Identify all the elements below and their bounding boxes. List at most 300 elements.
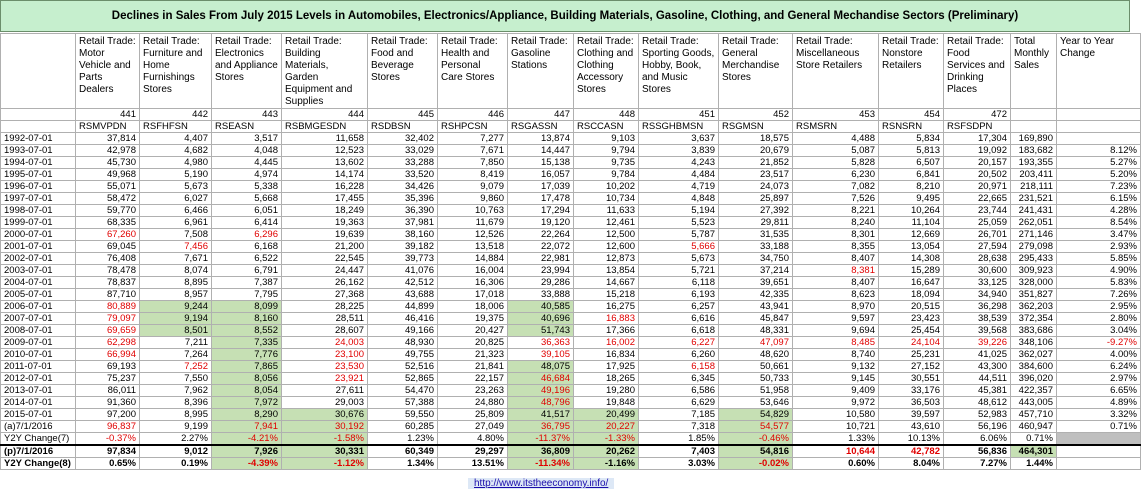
table-cell: 12,669: [879, 229, 944, 241]
table-cell: 32,402: [368, 133, 438, 145]
table-cell: 36,503: [879, 397, 944, 409]
table-cell: 44,899: [368, 301, 438, 313]
table-cell: 8.04%: [879, 458, 944, 470]
table-cell: 5,523: [639, 217, 719, 229]
code-corner: [1, 109, 76, 121]
table-cell: 25,454: [879, 325, 944, 337]
table-cell: 8,054: [212, 385, 282, 397]
table-cell: 8,970: [793, 301, 879, 313]
row-label: (a)7/1/2016: [1, 421, 76, 433]
table-cell: 91,360: [76, 397, 140, 409]
column-header: Retail Trade: Gasoline Stations: [508, 34, 574, 109]
table-cell: 443,005: [1011, 397, 1057, 409]
table-cell: 38,160: [368, 229, 438, 241]
header-row: [1, 34, 1141, 109]
table-cell: 4,848: [639, 193, 719, 205]
table-cell: 7,526: [793, 193, 879, 205]
table-cell: 8,240: [793, 217, 879, 229]
table-cell: 9,079: [438, 181, 508, 193]
table-cell: 384,600: [1011, 361, 1057, 373]
table-cell: 51,743: [508, 325, 574, 337]
row-label: 2003-07-01: [1, 265, 76, 277]
table-cell: 6,414: [212, 217, 282, 229]
table-cell: 24,104: [879, 337, 944, 349]
table-cell: 16,834: [574, 349, 639, 361]
column-symbol: RSFSDPN: [944, 121, 1011, 133]
table-cell: [1057, 458, 1141, 470]
table-cell: 14,884: [438, 253, 508, 265]
source-link[interactable]: http://www.itstheeconomy.info/: [468, 478, 614, 489]
table-cell: 1.85%: [639, 433, 719, 446]
table-cell: 37,814: [76, 133, 140, 145]
table-cell: 40,696: [508, 313, 574, 325]
table-cell: 169,890: [1011, 133, 1057, 145]
table-cell: 9,694: [793, 325, 879, 337]
row-label: 2005-07-01: [1, 289, 76, 301]
table-cell: 6,586: [639, 385, 719, 397]
table-cell: 4,407: [140, 133, 212, 145]
table-cell: 97,834: [76, 445, 140, 458]
row-label: 2007-07-01: [1, 313, 76, 325]
table-cell: 47,097: [719, 337, 793, 349]
table-cell: 48,075: [508, 361, 574, 373]
table-row: [1, 349, 1141, 361]
column-symbol: RSDBSN: [368, 121, 438, 133]
table-cell: 7,795: [212, 289, 282, 301]
table-cell: 16,057: [508, 169, 574, 181]
table-cell: 372,354: [1011, 313, 1057, 325]
table-row: [1, 193, 1141, 205]
table-cell: 8.54%: [1057, 217, 1141, 229]
table-cell: 27,392: [719, 205, 793, 217]
row-label: 1992-07-01: [1, 133, 76, 145]
table-cell: 18,575: [719, 133, 793, 145]
column-header: Retail Trade: Sporting Goods, Hobby, Book, and Music Stores: [639, 34, 719, 109]
table-cell: 33,029: [368, 145, 438, 157]
table-cell: 55,071: [76, 181, 140, 193]
table-cell: 15,218: [574, 289, 639, 301]
table-row: [1, 241, 1141, 253]
table-cell: 78,837: [76, 277, 140, 289]
table-cell: 80,889: [76, 301, 140, 313]
table-cell: 231,521: [1011, 193, 1057, 205]
table-row: [1, 289, 1141, 301]
table-cell: -0.02%: [719, 458, 793, 470]
row-label: 2009-07-01: [1, 337, 76, 349]
table-cell: 36,795: [508, 421, 574, 433]
table-cell: 279,098: [1011, 241, 1057, 253]
table-cell: -1.58%: [282, 433, 368, 446]
table-cell: 6,230: [793, 169, 879, 181]
table-cell: 48,612: [944, 397, 1011, 409]
table-cell: 12,526: [438, 229, 508, 241]
table-cell: 17,039: [508, 181, 574, 193]
table-row: [1, 277, 1141, 289]
table-cell: 12,523: [282, 145, 368, 157]
table-cell: 19,120: [508, 217, 574, 229]
table-cell: 7,865: [212, 361, 282, 373]
table-cell: 27,611: [282, 385, 368, 397]
table-cell: 24,073: [719, 181, 793, 193]
table-cell: 22,981: [508, 253, 574, 265]
table-cell: 30,551: [879, 373, 944, 385]
table-cell: 18,249: [282, 205, 368, 217]
table-cell: 6,118: [639, 277, 719, 289]
table-cell: 6,168: [212, 241, 282, 253]
table-cell: 25,059: [944, 217, 1011, 229]
column-header: Retail Trade: Health and Personal Care Stores: [438, 34, 508, 109]
table-cell: 42,512: [368, 277, 438, 289]
table-cell: 8,160: [212, 313, 282, 325]
table-row: [1, 301, 1141, 313]
row-label: 2010-07-01: [1, 349, 76, 361]
table-cell: 7,185: [639, 409, 719, 421]
column-code: 452: [719, 109, 793, 121]
row-label: 1998-07-01: [1, 205, 76, 217]
table-cell: 8,221: [793, 205, 879, 217]
column-code: [1057, 109, 1141, 121]
table-row: [1, 397, 1141, 409]
table-cell: 56,196: [944, 421, 1011, 433]
table-cell: 6,051: [212, 205, 282, 217]
table-cell: 76,408: [76, 253, 140, 265]
table-cell: 7,456: [140, 241, 212, 253]
table-row: [1, 181, 1141, 193]
table-cell: 35,396: [368, 193, 438, 205]
column-header: Retail Trade: Nonstore Retailers: [879, 34, 944, 109]
table-cell: 39,773: [368, 253, 438, 265]
table-cell: 17,304: [944, 133, 1011, 145]
table-cell: 7,387: [212, 277, 282, 289]
column-header: Retail Trade: Electronics and Appliance Stores: [212, 34, 282, 109]
table-cell: 396,020: [1011, 373, 1057, 385]
table-cell: 66,994: [76, 349, 140, 361]
table-cell: 41,025: [944, 349, 1011, 361]
table-cell: 54,816: [719, 445, 793, 458]
row-label: Y2Y Change(8): [1, 458, 76, 470]
table-cell: 36,298: [944, 301, 1011, 313]
row-label: 2011-07-01: [1, 361, 76, 373]
table-cell: 1.33%: [793, 433, 879, 446]
table-cell: 5,673: [140, 181, 212, 193]
column-code: 451: [639, 109, 719, 121]
table-cell: 6,961: [140, 217, 212, 229]
table-cell: 7,671: [438, 145, 508, 157]
table-cell: 3.03%: [639, 458, 719, 470]
table-cell: 14,308: [879, 253, 944, 265]
table-cell: 295,433: [1011, 253, 1057, 265]
table-cell: 4,484: [639, 169, 719, 181]
table-cell: 36,390: [368, 205, 438, 217]
table-row: [1, 313, 1141, 325]
table-cell: 6.65%: [1057, 385, 1141, 397]
table-cell: 16,275: [574, 301, 639, 313]
table-cell: 18,006: [438, 301, 508, 313]
table-cell: 6,345: [639, 373, 719, 385]
table-cell: 183,682: [1011, 145, 1057, 157]
row-label: 1993-07-01: [1, 145, 76, 157]
table-cell: 9,199: [140, 421, 212, 433]
table-cell: 8,396: [140, 397, 212, 409]
table-cell: 59,550: [368, 409, 438, 421]
table-cell: 54,470: [368, 385, 438, 397]
table-cell: 4.28%: [1057, 205, 1141, 217]
table-cell: 49,196: [508, 385, 574, 397]
table-cell: 5,338: [212, 181, 282, 193]
table-cell: 362,203: [1011, 301, 1057, 313]
row-label: 2015-07-01: [1, 409, 76, 421]
table-cell: 6,466: [140, 205, 212, 217]
table-row: [1, 205, 1141, 217]
table-row: [1, 458, 1141, 470]
table-row: [1, 133, 1141, 145]
table-cell: 96,837: [76, 421, 140, 433]
table-cell: 5,194: [639, 205, 719, 217]
table-cell: 54,829: [719, 409, 793, 421]
table-cell: 2.95%: [1057, 301, 1141, 313]
table-cell: 7,403: [639, 445, 719, 458]
column-symbol: RSCCASN: [574, 121, 639, 133]
table-cell: 6,522: [212, 253, 282, 265]
table-cell: 362,027: [1011, 349, 1057, 361]
table-cell: 30,331: [282, 445, 368, 458]
table-cell: 36,809: [508, 445, 574, 458]
column-symbol: RSNSRN: [879, 121, 944, 133]
table-cell: -1.12%: [282, 458, 368, 470]
table-cell: 79,097: [76, 313, 140, 325]
table-cell: 16,306: [438, 277, 508, 289]
table-cell: 43,610: [879, 421, 944, 433]
table-cell: 7,252: [140, 361, 212, 373]
table-cell: 6,616: [639, 313, 719, 325]
table-cell: 5,828: [793, 157, 879, 169]
table-cell: 13,602: [282, 157, 368, 169]
table-cell: 5,668: [212, 193, 282, 205]
row-label: 2002-07-01: [1, 253, 76, 265]
table-cell: 20,427: [438, 325, 508, 337]
row-label: 2008-07-01: [1, 325, 76, 337]
table-cell: 7.23%: [1057, 181, 1141, 193]
column-header: Total Monthly Sales: [1011, 34, 1057, 109]
table-cell: 4,974: [212, 169, 282, 181]
table-cell: 20,157: [944, 157, 1011, 169]
table-cell: 5,087: [793, 145, 879, 157]
table-cell: 203,411: [1011, 169, 1057, 181]
table-cell: 0.65%: [76, 458, 140, 470]
table-cell: -1.16%: [574, 458, 639, 470]
table-cell: 17,366: [574, 325, 639, 337]
column-code: 442: [140, 109, 212, 121]
table-cell: 43,941: [719, 301, 793, 313]
table-cell: 9,409: [793, 385, 879, 397]
table-cell: 45,847: [719, 313, 793, 325]
table-cell: 19,375: [438, 313, 508, 325]
table-cell: 20,971: [944, 181, 1011, 193]
table-cell: 39,651: [719, 277, 793, 289]
table-cell: 12,873: [574, 253, 639, 265]
table-cell: 16,228: [282, 181, 368, 193]
table-cell: 9,972: [793, 397, 879, 409]
table-row: [1, 445, 1141, 458]
table-cell: 1.34%: [368, 458, 438, 470]
table-cell: 12,500: [574, 229, 639, 241]
table-cell: 19,848: [574, 397, 639, 409]
column-symbol: RSBMGESDN: [282, 121, 368, 133]
table-cell: 7,962: [140, 385, 212, 397]
table-cell: 15,138: [508, 157, 574, 169]
table-cell: 3.04%: [1057, 325, 1141, 337]
table-cell: 0.71%: [1057, 421, 1141, 433]
table-row: [1, 373, 1141, 385]
table-cell: 4,488: [793, 133, 879, 145]
table-cell: 34,940: [944, 289, 1011, 301]
column-symbol: RSGASSN: [508, 121, 574, 133]
table-cell: 11,679: [438, 217, 508, 229]
table-row: [1, 409, 1141, 421]
table-cell: 10.13%: [879, 433, 944, 446]
table-cell: 45,730: [76, 157, 140, 169]
table-cell: 2.93%: [1057, 241, 1141, 253]
table-cell: 60,349: [368, 445, 438, 458]
table-cell: 23,100: [282, 349, 368, 361]
table-cell: 59,770: [76, 205, 140, 217]
column-code: 444: [282, 109, 368, 121]
table-cell: 30,600: [944, 265, 1011, 277]
table-cell: 4.90%: [1057, 265, 1141, 277]
table-cell: 13,854: [574, 265, 639, 277]
table-cell: 39,226: [944, 337, 1011, 349]
table-cell: 9,735: [574, 157, 639, 169]
column-header: Retail Trade: General Merchandise Stores: [719, 34, 793, 109]
table-cell: 75,237: [76, 373, 140, 385]
table-cell: 27,049: [438, 421, 508, 433]
table-cell: 4.89%: [1057, 397, 1141, 409]
table-cell: 8,381: [793, 265, 879, 277]
table-cell: 27,594: [944, 241, 1011, 253]
table-cell: 97,200: [76, 409, 140, 421]
table-cell: 8,740: [793, 349, 879, 361]
table-row: [1, 433, 1141, 446]
table-cell: -4.21%: [212, 433, 282, 446]
row-label: 1995-07-01: [1, 169, 76, 181]
table-cell: 54,577: [719, 421, 793, 433]
page-title: Declines in Sales From July 2015 Levels in Automobiles, Electronics/Appliance, Building Materials, Gasoline, Clothing, and General Mechandise Sectors (Preliminary): [0, 0, 1130, 32]
table-cell: 6,158: [639, 361, 719, 373]
table-cell: [1057, 433, 1141, 446]
row-label: 1996-07-01: [1, 181, 76, 193]
table-cell: 9,597: [793, 313, 879, 325]
table-cell: 8,407: [793, 277, 879, 289]
table-cell: 20,515: [879, 301, 944, 313]
table-cell: 19,363: [282, 217, 368, 229]
table-cell: 29,297: [438, 445, 508, 458]
table-cell: 46,684: [508, 373, 574, 385]
table-cell: 5.85%: [1057, 253, 1141, 265]
table-cell: 40,585: [508, 301, 574, 313]
table-cell: 41,076: [368, 265, 438, 277]
table-cell: 43,688: [368, 289, 438, 301]
table-cell: 21,852: [719, 157, 793, 169]
table-cell: 41,517: [508, 409, 574, 421]
table-cell: 309,923: [1011, 265, 1057, 277]
table-cell: 69,193: [76, 361, 140, 373]
table-cell: 14,174: [282, 169, 368, 181]
table-cell: 30,676: [282, 409, 368, 421]
column-symbol: RSEASN: [212, 121, 282, 133]
table-cell: 7.27%: [944, 458, 1011, 470]
table-cell: 8,210: [879, 181, 944, 193]
table-cell: 9,784: [574, 169, 639, 181]
table-cell: 39,597: [879, 409, 944, 421]
column-symbol: [1011, 121, 1057, 133]
table-cell: 7,972: [212, 397, 282, 409]
table-cell: 5.27%: [1057, 157, 1141, 169]
table-cell: 8,056: [212, 373, 282, 385]
table-cell: 7,508: [140, 229, 212, 241]
column-header: Retail Trade: Furniture and Home Furnishings Stores: [140, 34, 212, 109]
table-cell: 422,357: [1011, 385, 1057, 397]
row-label: 2013-07-01: [1, 385, 76, 397]
table-cell: 6,257: [639, 301, 719, 313]
table-cell: 8,485: [793, 337, 879, 349]
table-cell: 44,511: [944, 373, 1011, 385]
table-cell: 30,192: [282, 421, 368, 433]
table-cell: 28,511: [282, 313, 368, 325]
table-cell: 7.26%: [1057, 289, 1141, 301]
table-cell: 6,296: [212, 229, 282, 241]
table-cell: 4,445: [212, 157, 282, 169]
column-symbol: RSMVPDN: [76, 121, 140, 133]
table-cell: 2.97%: [1057, 373, 1141, 385]
table-cell: 7,926: [212, 445, 282, 458]
table-cell: 3.32%: [1057, 409, 1141, 421]
table-cell: 56,836: [944, 445, 1011, 458]
table-cell: 8,501: [140, 325, 212, 337]
table-cell: 8,895: [140, 277, 212, 289]
table-cell: 7,277: [438, 133, 508, 145]
row-label: 2001-07-01: [1, 241, 76, 253]
table-cell: 42,335: [719, 289, 793, 301]
table-cell: 13,874: [508, 133, 574, 145]
table-cell: 62,298: [76, 337, 140, 349]
column-code: 448: [574, 109, 639, 121]
table-cell: 8,957: [140, 289, 212, 301]
table-cell: -11.37%: [508, 433, 574, 446]
table-cell: 28,638: [944, 253, 1011, 265]
table-cell: 23,423: [879, 313, 944, 325]
table-cell: 23,530: [282, 361, 368, 373]
table-cell: 7,550: [140, 373, 212, 385]
table-cell: 49,968: [76, 169, 140, 181]
table-cell: 27,368: [282, 289, 368, 301]
table-cell: 20,502: [944, 169, 1011, 181]
table-cell: 10,721: [793, 421, 879, 433]
table-cell: 25,809: [438, 409, 508, 421]
table-cell: 11,633: [574, 205, 639, 217]
table-row: [1, 217, 1141, 229]
table-cell: 22,264: [508, 229, 574, 241]
table-cell: 4,980: [140, 157, 212, 169]
table-cell: 69,659: [76, 325, 140, 337]
table-cell: 10,202: [574, 181, 639, 193]
table-cell: 7,335: [212, 337, 282, 349]
table-cell: 4,243: [639, 157, 719, 169]
table-cell: 11,658: [282, 133, 368, 145]
symbol-row: [1, 121, 1141, 133]
row-label: 1999-07-01: [1, 217, 76, 229]
table-cell: 13.51%: [438, 458, 508, 470]
table-cell: 0.71%: [1011, 433, 1057, 446]
